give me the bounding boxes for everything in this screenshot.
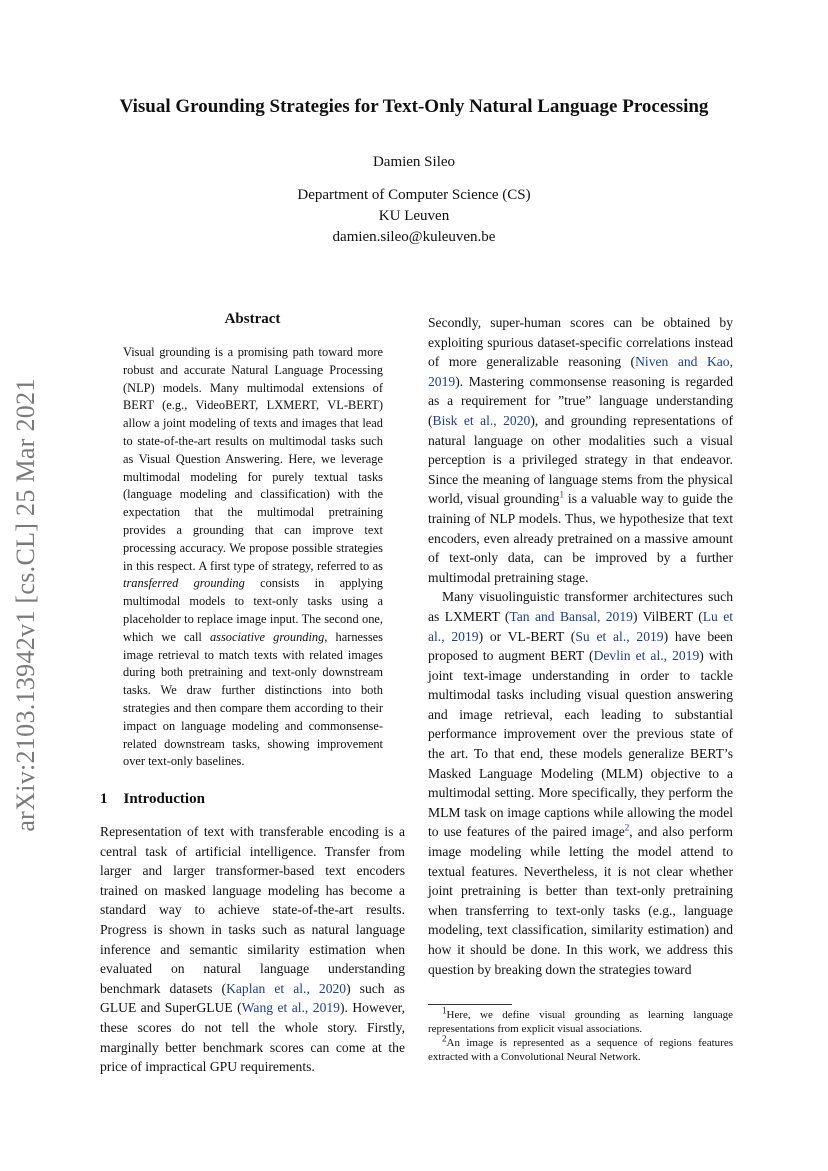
author-block [0, 152, 828, 248]
author-email: damien.sileo@kuleuven.be [332, 229, 496, 245]
section-heading-introduction [100, 791, 205, 808]
footnotes [428, 1005, 733, 1064]
citation-su[interactable]: Su et al., 2019 [575, 628, 664, 644]
term-transferred-grounding: transferred grounding [123, 576, 245, 591]
right-column [428, 313, 733, 979]
text-run: ). However, these scores do not tell the whole story. Firstly, marginally better benchmark scores can come at the price of impractical GPU requirements. [100, 1000, 406, 1075]
author-university: KU Leuven [378, 208, 450, 224]
section-title: Introduction [123, 791, 205, 807]
footnote-ref-1[interactable]: 1 [559, 489, 564, 500]
text-run: ) such as GLUE and SuperGLUE ( [100, 980, 405, 1016]
text-run: ), and grounding representations of natural language on other modalities such a visual perception is a privileged strategy in that endeavor. Since the meaning of language stems from the physical world, visual grounding [428, 412, 734, 507]
footnote-2-text: An image is represented as a sequence of regions features extracted with a Convolutional Neural Network. [428, 1037, 733, 1063]
citation-niven[interactable]: Niven and Kao, 2019 [428, 354, 733, 389]
footnote-ref-2[interactable]: 2 [624, 822, 630, 833]
intro-left-column [100, 822, 405, 1077]
footnote-1 [428, 1005, 733, 1036]
text-run: ). Mastering commonsense reasoning is regarded as a requirement for ”true” language understanding ( [428, 373, 733, 428]
abstract-part-3: , harnesses image retrieval to match texts with related images during both pretraining and text-only downstream tasks. We draw further distinctions into both strategies and then compare them according to their impact on language modeling and commonsense-related downstream tasks, showing improvement over text-only baselines. [123, 629, 383, 769]
text-run: Many visuolinguistic transformer architectures such as LXMERT ( [428, 589, 733, 624]
footnote-2 [428, 1033, 733, 1064]
citation-tan[interactable]: Tan and Bansal, 2019 [509, 608, 633, 624]
citation-bisk[interactable]: Bisk et al., 2020 [432, 412, 531, 428]
author-department: Department of Computer Science (CS) [297, 187, 531, 203]
text-run: ) have been proposed to augment BERT ( [428, 628, 733, 664]
author-name: Damien Sileo [372, 154, 456, 170]
abstract-part-1: Visual grounding is a promising path toward more robust and accurate Natural Language Processing (NLP) models. Many multimodal extensions of BERT (e.g., VideoBERT, LXMERT, VL-BERT) allow a joint modeling of texts and images that lead to state-of-the-art results on multimodal tasks such as Visual Question Answering. Here, we leverage multimodal modeling for purely textual tasks (language modeling and classification) with the expectation that the multimodal pretraining provides a grounding that can improve text processing accuracy. We propose possible strategies in this respect. A first type of strategy, referred to as [123, 345, 383, 573]
footnote-mark-2: 2 [442, 1033, 447, 1044]
citation-wang[interactable]: Wang et al., 2019 [241, 1000, 340, 1016]
arxiv-id: arXiv:2103.13942v1 [cs.CL] 25 Mar 2021 [11, 378, 40, 832]
intro-paragraph-1 [100, 822, 405, 1077]
arxiv-stamp [6, 360, 46, 850]
text-run: Secondly, super-human scores can be obtained by exploiting spurious dataset-specific correlations instead of more generalizable reasoning ( [428, 315, 733, 370]
text-run: ) VilBERT ( [632, 608, 703, 624]
right-paragraph-2 [428, 587, 733, 979]
footnote-divider [428, 1004, 512, 1005]
text-run: is a valuable way to guide the training of NLP models. Thus, we hypothesize that text encoders, even already pretrained on a massive amount of text-only data, can be improved by a further multimodal pretraining stage. [428, 491, 733, 585]
citation-kaplan[interactable]: Kaplan et al., 2020 [226, 980, 347, 996]
footnote-mark-1: 1 [442, 1005, 447, 1016]
paper-title: Visual Grounding Strategies for Text-Only Natural Language Processing [119, 96, 709, 117]
footnote-1-text: Here, we define visual grounding as learning language representations from explicit visual associations. [428, 1009, 733, 1035]
text-run: ) or VL-BERT ( [478, 628, 576, 644]
abstract-heading: Abstract [224, 311, 281, 327]
abstract-text [123, 344, 383, 771]
section-number: 1 [100, 791, 108, 807]
text-run: Representation of text with transferable encoding is a central task of artificial intelligence. Transfer from larger and larger transformer-based text encoders trained on masked language modeling has become a standard way to achieve state-of-the-art results. Progress is shown in tasks such as natural language inference and semantic similarity estimation when evaluated on natural language understanding benchmark datasets ( [100, 824, 405, 996]
text-run: ) with joint text-image understanding in order to tackle multimodal tasks including visual question answering and image retrieval, each leading to substantial performance improvement over the previous state of the art. To that end, these models generalize BERT’s Masked Language Modeling (MLM) objective to a multimodal setting. More specifically, they perform the MLM task on image captions while allowing the model to use features of the paired image [428, 648, 733, 840]
term-associative-grounding: associative grounding [209, 629, 325, 644]
right-paragraph-1 [428, 313, 733, 587]
abstract-part-2: consists in applying multimodal models to text-only tasks using a placeholder to replace image input. The second one, which we call [123, 576, 383, 644]
text-run: , and also perform image modeling while letting the model attend to textual features. Nevertheless, it is not clear whether joint pretraining is better than text-only pretraining when transferring to text-only tasks (e.g., language modeling, text classification, similarity estimation) and how it should be done. In this work, we address this question by breaking down the strategies toward [428, 824, 733, 977]
citation-lu[interactable]: Lu et al., 2019 [428, 608, 734, 644]
citation-devlin[interactable]: Devlin et al., 2019 [593, 648, 700, 664]
